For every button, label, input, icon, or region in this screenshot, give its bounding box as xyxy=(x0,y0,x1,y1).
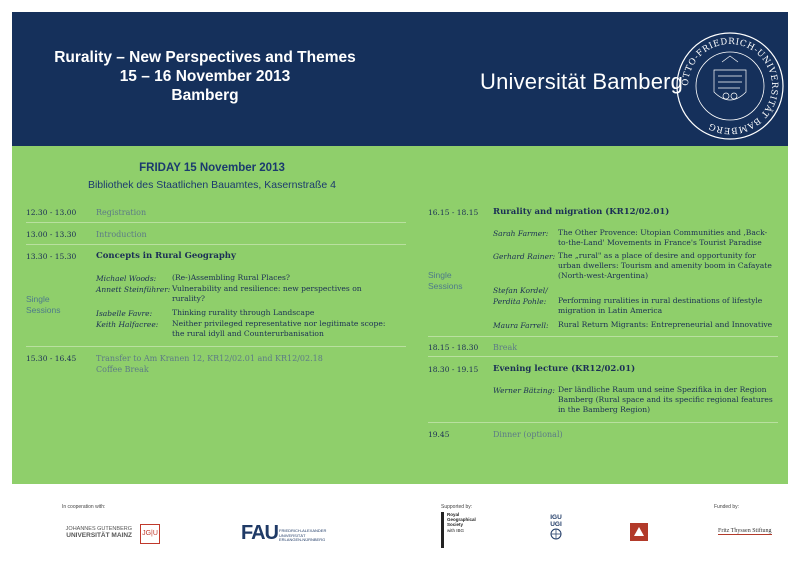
event-title xyxy=(40,48,370,105)
talk-title: Neither privileged representative nor legitimate scope: the rural idyll and Counterurbanisation xyxy=(172,319,386,338)
presenter-name: Annett Steinführer: xyxy=(96,285,171,294)
row-divider xyxy=(428,356,778,357)
row-divider xyxy=(428,422,778,423)
talk-title: Thinking rurality through Landscape xyxy=(172,308,315,317)
university-name: Universität Bamberg xyxy=(480,69,684,94)
igu-logo: IGU UGI xyxy=(545,514,567,542)
talk-title: Rural Return Migrants: Entrepreneurial and Innovative xyxy=(558,320,773,329)
thyssen-logo: Fritz Thyssen Stiftung xyxy=(718,528,772,534)
presenter-name: Werner Bätzing: xyxy=(493,386,555,395)
time-label: 13.00 - 13.30 xyxy=(26,230,77,239)
institute-emblem-icon xyxy=(629,522,649,542)
talk-title: (Re-)Assembling Rural Places? xyxy=(172,273,290,282)
session-label: Single Sessions xyxy=(428,270,463,291)
university-seal-icon xyxy=(674,30,786,142)
agenda-title: Rurality and migration (KR12/02.01) xyxy=(493,207,670,217)
time-label: 18.15 - 18.30 xyxy=(428,343,479,352)
talk-title: The „rural" as a place of desire and opportunity for urban dwellers: Tourism and amenity boom in Cafayate (North-west-Argentina) xyxy=(558,251,772,280)
agenda-title: Dinner (optional) xyxy=(493,430,563,439)
title-line-3: Bamberg xyxy=(171,87,239,104)
presenter-name: Sarah Farmer: xyxy=(493,229,549,238)
row-divider xyxy=(26,346,406,347)
time-label: 19.45 xyxy=(428,430,450,439)
presenter-name: Isabelle Favre: xyxy=(96,309,153,318)
session-label: Single Sessions xyxy=(26,294,61,315)
day-heading xyxy=(12,162,412,191)
time-label: 16.15 - 18.15 xyxy=(428,208,479,217)
time-label: 18.30 - 19.15 xyxy=(428,365,479,374)
time-label: 15.30 - 16.45 xyxy=(26,354,77,363)
agenda-title: Evening lecture (KR12/02.01) xyxy=(493,364,636,374)
row-divider xyxy=(428,336,778,337)
title-line-2: 15 – 16 November 2013 xyxy=(119,68,291,85)
talk-title: Performing ruralities in rural destinations of lifestyle migration in Latin America xyxy=(558,296,763,315)
presenter-name: Stefan Kordel/ xyxy=(493,286,548,295)
agenda-title: Introduction xyxy=(96,230,147,239)
time-label: 12.30 - 13.00 xyxy=(26,208,77,217)
presenter-name: Keith Halfacree: xyxy=(96,320,159,329)
rgs-logo: Royal Geographical Society with IBG xyxy=(441,512,483,548)
presenter-name: Perdita Pohle: xyxy=(493,297,547,306)
presenter-name: Michael Woods: xyxy=(96,274,157,283)
talk-title: Der ländliche Raum und seine Spezifika in der Region Bamberg (Rural space and its specific regional features in the Bamberg Region) xyxy=(558,385,773,414)
row-divider xyxy=(26,222,406,223)
talk-title: Vulnerability and resilience: new perspectives on rurality? xyxy=(172,284,362,303)
talk-title: The Other Provence: Utopian Communities and ‚Back-to-the-Land' Movements in France's Tourist Paradise xyxy=(558,228,768,247)
supported-label: Supported by: xyxy=(441,504,473,510)
globe-icon xyxy=(549,528,563,540)
agenda-title: Break xyxy=(493,343,518,352)
day-title: FRIDAY 15 November 2013 xyxy=(139,162,285,174)
agenda-title: Registration xyxy=(96,208,147,217)
day-venue: Bibliothek des Staatlichen Bauamtes, Kasernstraße 4 xyxy=(87,179,337,191)
agenda-title: Concepts in Rural Geography xyxy=(96,251,236,261)
row-divider xyxy=(26,244,406,245)
presenter-name: Gerhard Rainer: xyxy=(493,252,556,261)
gutenberg-logo: JOHANNES GUTENBERG UNIVERSITÄT MAINZ xyxy=(65,526,132,539)
programme-panel xyxy=(12,146,788,484)
fau-name: FRIEDRICH-ALEXANDER UNIVERSITÄT ERLANGEN-NÜRNBERG xyxy=(279,528,327,543)
fau-logo: FAU xyxy=(241,522,278,544)
header-banner xyxy=(12,12,788,146)
time-label: 13.30 - 15.30 xyxy=(26,252,77,261)
funded-label: Funded by: xyxy=(714,504,740,510)
cooperation-label: In cooperation with: xyxy=(62,504,106,510)
svg-text:OTTO-FRIEDRICH-UNIVERSITÄT BAM: OTTO-FRIEDRICH-UNIVERSITÄT BAMBERG xyxy=(680,36,780,136)
agenda-subtitle: Coffee Break xyxy=(96,365,149,374)
presenter-name: Maura Farrell: xyxy=(493,321,549,330)
jgu-logo: JG|U xyxy=(140,524,160,544)
agenda-title: Transfer to Am Kranen 12, KR12/02.01 and KR12/02.18 xyxy=(96,354,323,363)
title-line-1: Rurality – New Perspectives and Themes xyxy=(54,49,356,66)
